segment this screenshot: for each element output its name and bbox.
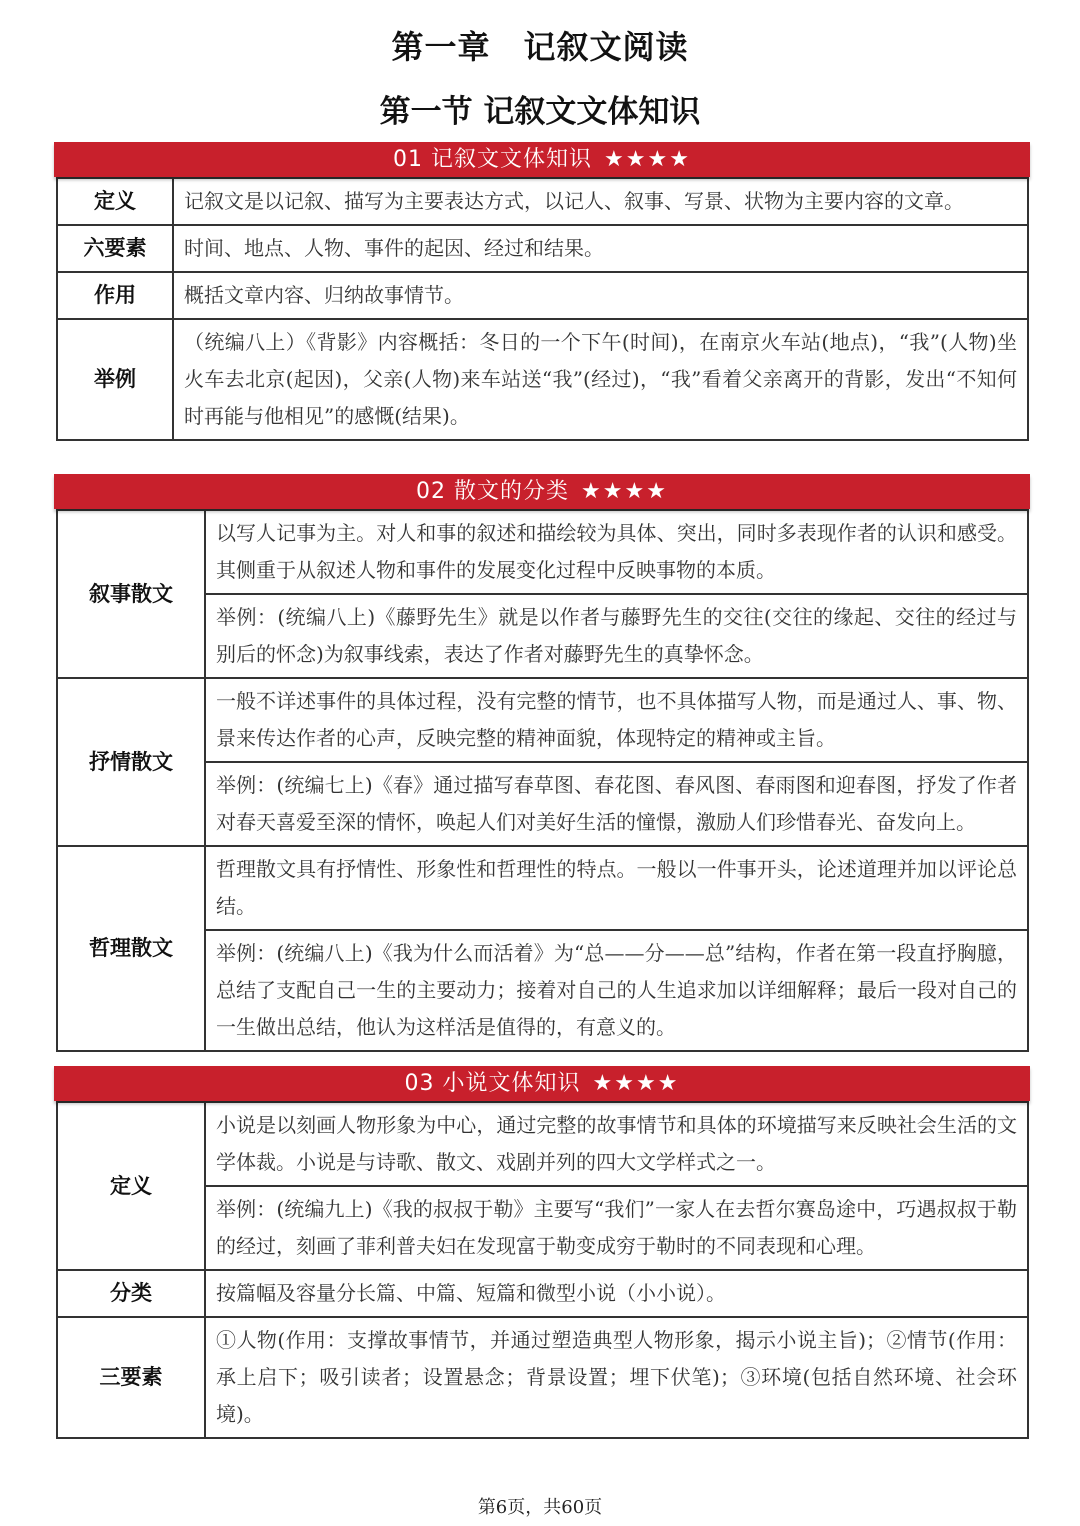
block-header-title: 01 记叙文文体知识 [393,147,593,172]
row-label: 举例 [57,319,173,440]
table-row [57,678,1028,762]
row-text: 时间、地点、人物、事件的起因、经过和结果。 [173,225,1028,272]
section-title: 第一节 记叙文文体知识 [379,94,701,130]
prose-classification-block [54,474,1030,1052]
table-row [57,1270,1028,1317]
prose-type-label: 叙事散文 [57,510,205,678]
row-text: 概括文章内容、归纳故事情节。 [173,272,1028,319]
novel-example: 举例：(统编九上)《我的叔叔于勒》主要写“我们”一家人在去哲尔赛岛途中，巧遇叔叔于勒的经过，刻画了菲利普夫妇在发现富于勒变成穷于勒时的不同表现和心理。 [205,1186,1028,1270]
novel-table [56,1101,1029,1439]
novel-knowledge-block [54,1066,1030,1439]
row-label: 分类 [57,1270,205,1317]
block-header [54,1066,1030,1101]
novel-definition: 小说是以刻画人物形象为中心，通过完整的故事情节和具体的环境描写来反映社会生活的文学体裁。小说是与诗歌、散文、戏剧并列的四大文学样式之一。 [205,1102,1028,1186]
table-row [57,272,1028,319]
prose-definition: 以写人记事为主。对人和事的叙述和描绘较为具体、突出，同时多表现作者的认识和感受。其侧重于从叙述人物和事件的发展变化过程中反映事物的本质。 [205,510,1028,594]
table-row [57,510,1028,594]
table-row [57,225,1028,272]
prose-example: 举例：(统编八上)《藤野先生》就是以作者与藤野先生的交往(交往的缘起、交往的经过与别后的怀念)为叙事线索，表达了作者对藤野先生的真挚怀念。 [205,594,1028,678]
block-header-title: 02 散文的分类 [416,479,570,504]
novel-classification: 按篇幅及容量分长篇、中篇、短篇和微型小说（小小说）。 [205,1270,1028,1317]
prose-type-label: 抒情散文 [57,678,205,846]
block-header [54,142,1030,177]
table-row [57,178,1028,225]
prose-definition: 一般不详述事件的具体过程，没有完整的情节，也不具体描写人物，而是通过人、事、物、景来传达作者的心声，反映完整的精神面貌，体现特定的精神或主旨。 [205,678,1028,762]
table-row [57,1102,1028,1186]
novel-elements: ①人物(作用：支撑故事情节，并通过塑造典型人物形象，揭示小说主旨)；②情节(作用：承上启下；吸引读者；设置悬念；背景设置；埋下伏笔)；③环境(包括自然环境、社会环境)。 [205,1317,1028,1438]
table-row [57,1317,1028,1438]
row-label: 定义 [57,178,173,225]
block-header [54,474,1030,509]
prose-example: 举例：(统编七上)《春》通过描写春草图、春花图、春风图、春雨图和迎春图，抒发了作者对春天喜爱至深的情怀，唤起人们对美好生活的憧憬，激励人们珍惜春光、奋发向上。 [205,762,1028,846]
block-header-title: 03 小说文体知识 [404,1071,581,1096]
knowledge-table [56,177,1029,441]
prose-definition: 哲理散文具有抒情性、形象性和哲理性的特点。一般以一件事开头，论述道理并加以评论总结。 [205,846,1028,930]
row-text: （统编八上）《背影》内容概括：冬日的一个下午(时间)，在南京火车站(地点)，“我”(人物)坐火车去北京(起因)，父亲(人物)来车站送“我”(经过)，“我”看着父亲离开的背影，发出“不知何时再能与他相见”的感慨(结果)。 [173,319,1028,440]
row-label: 三要素 [57,1317,205,1438]
row-label: 定义 [57,1102,205,1270]
star-rating-icon: ★★★★ [604,147,691,172]
star-rating-icon: ★★★★ [592,1071,680,1096]
table-row [57,846,1028,930]
page-number: 第6页，共60页 [477,1497,603,1518]
prose-example: 举例：(统编八上)《我为什么而活着》为“总——分——总”结构，作者在第一段直抒胸臆，总结了支配自己一生的主要动力；接着对自己的人生追求加以详细解释；最后一段对自己的一生做出总结，他认为这样活是值得的，有意义的。 [205,930,1028,1051]
row-label: 六要素 [57,225,173,272]
narrative-knowledge-block [54,142,1030,441]
star-rating-icon: ★★★★ [581,479,668,504]
table-row [57,319,1028,440]
prose-type-label: 哲理散文 [57,846,205,1051]
chapter-title: 第一章 记叙文阅读 [391,28,689,66]
prose-table [56,509,1029,1052]
row-label: 作用 [57,272,173,319]
row-text: 记叙文是以记叙、描写为主要表达方式，以记人、叙事、写景、状物为主要内容的文章。 [173,178,1028,225]
